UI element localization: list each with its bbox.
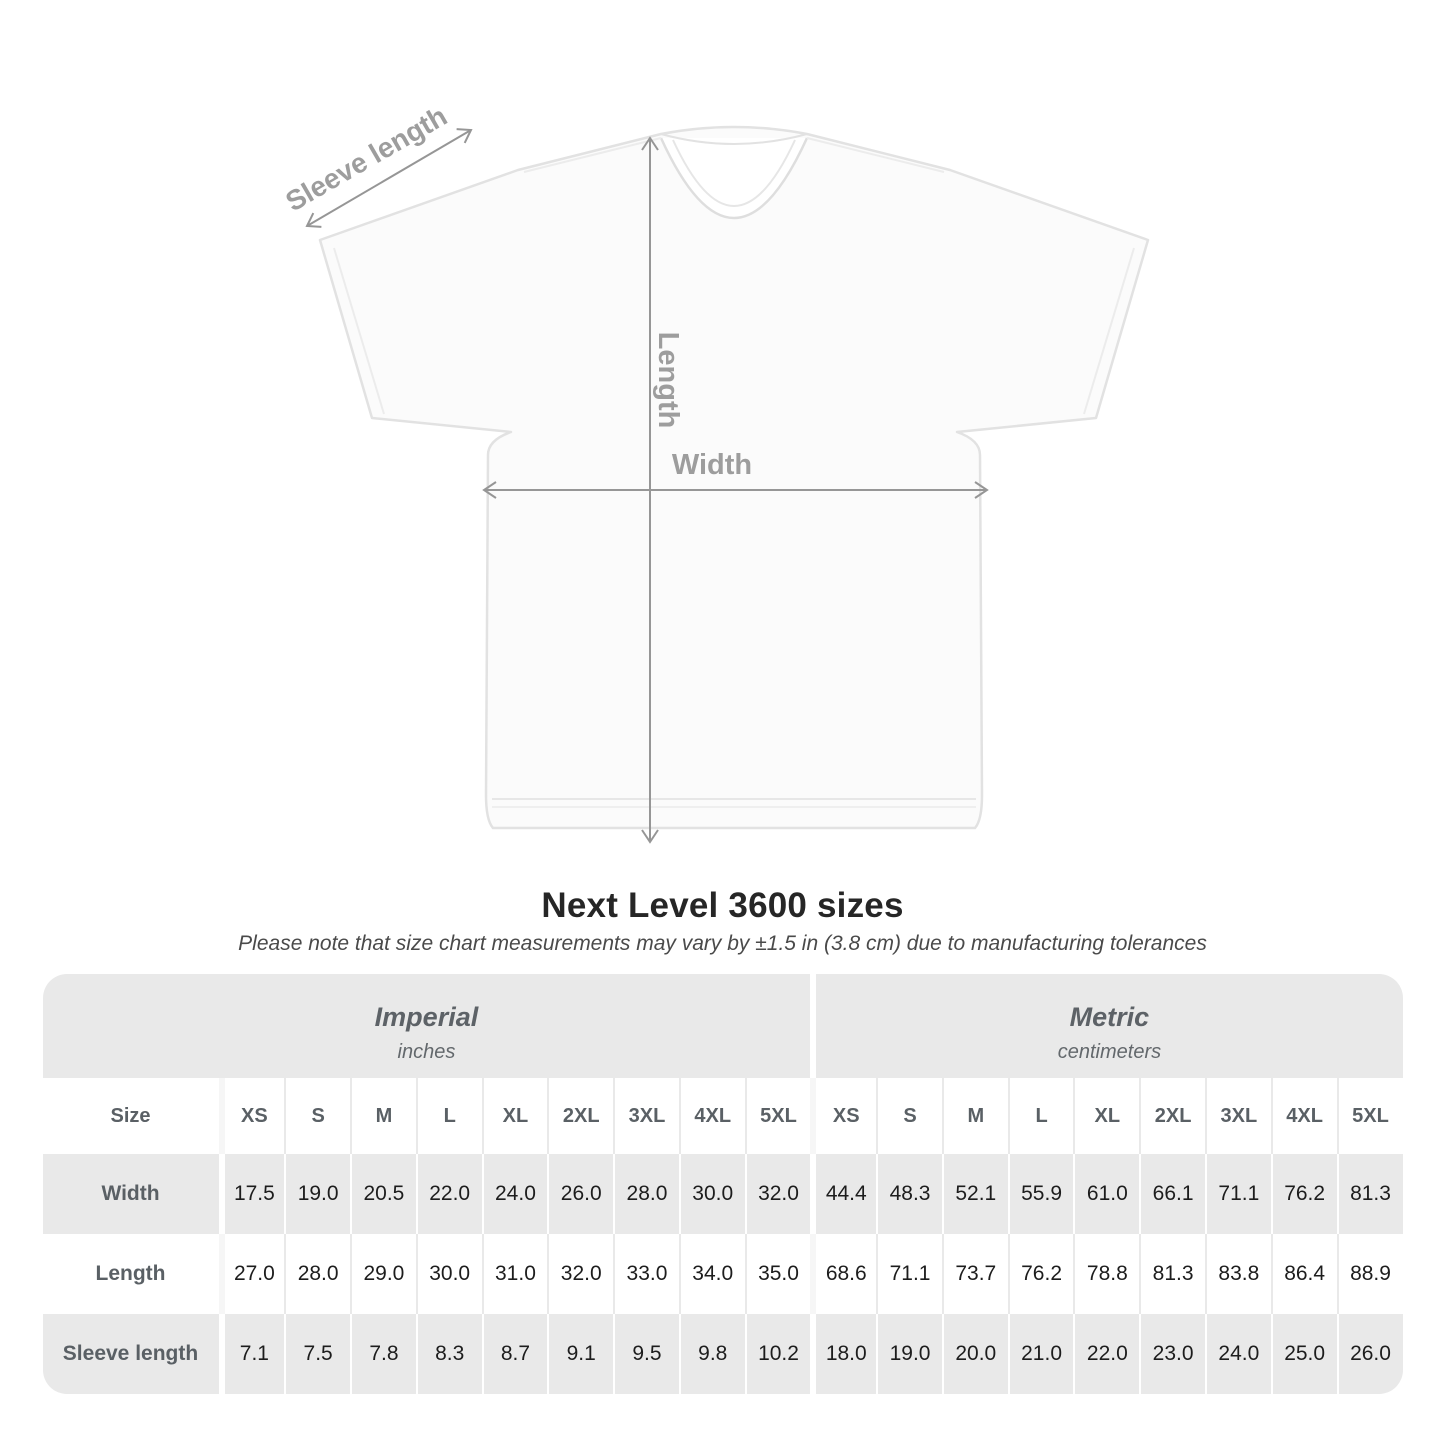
measure-value: 71.1 [876,1234,942,1314]
measure-value: 52.1 [942,1154,1008,1234]
measure-value: 22.0 [416,1154,482,1234]
measure-value: 31.0 [482,1234,548,1314]
size-header-s: S [876,1078,942,1154]
measure-value: 25.0 [1271,1314,1337,1394]
measure-value: 23.0 [1139,1314,1205,1394]
measure-value: 9.1 [547,1314,613,1394]
page-title: Next Level 3600 sizes [541,886,904,925]
size-header-4xl: 4XL [679,1078,745,1154]
measure-value: 9.5 [613,1314,679,1394]
measure-row [43,1154,1403,1234]
size-table-body [43,974,1403,1394]
measure-value: 68.6 [810,1234,876,1314]
measure-value: 35.0 [745,1234,811,1314]
measure-value: 61.0 [1073,1154,1139,1234]
size-header-row [43,1078,1403,1154]
unit-group-metric [810,974,1402,1078]
measure-value: 33.0 [613,1234,679,1314]
measure-value: 24.0 [1205,1314,1271,1394]
measure-row [43,1314,1403,1394]
measure-value: 81.3 [1337,1154,1403,1234]
unit-group-name: Imperial [374,1001,479,1032]
size-header-m: M [942,1078,1008,1154]
measure-value: 88.9 [1337,1234,1403,1314]
size-header-s: S [284,1078,350,1154]
measure-value: 44.4 [810,1154,876,1234]
measure-value: 29.0 [350,1234,416,1314]
measure-row [43,1234,1403,1314]
measure-value: 26.0 [1337,1314,1403,1394]
size-header-m: M [350,1078,416,1154]
measure-value: 10.2 [745,1314,811,1394]
measure-label: Length [43,1234,219,1314]
page-subtitle: Please note that size chart measurements may vary by ±1.5 in (3.8 cm) due to manufacturing tolerances [238,932,1207,955]
sleeve-length-label: Sleeve length [280,100,453,218]
measure-value: 30.0 [416,1234,482,1314]
measure-value: 7.8 [350,1314,416,1394]
measure-value: 71.1 [1205,1154,1271,1234]
measure-value: 76.2 [1271,1154,1337,1234]
unit-group-imperial [43,974,811,1078]
unit-group-unit: centimeters [1057,1041,1162,1064]
measure-value: 76.2 [1008,1234,1074,1314]
measure-value: 21.0 [1008,1314,1074,1394]
measure-value: 19.0 [284,1154,350,1234]
measure-value: 55.9 [1008,1154,1074,1234]
measure-value: 24.0 [482,1154,548,1234]
measure-value: 22.0 [1073,1314,1139,1394]
measure-value: 34.0 [679,1234,745,1314]
size-header-4xl: 4XL [1271,1078,1337,1154]
size-header-5xl: 5XL [745,1078,811,1154]
size-header-l: L [1008,1078,1074,1154]
size-header-xs: XS [810,1078,876,1154]
measure-value: 27.0 [219,1234,285,1314]
measure-value: 30.0 [679,1154,745,1234]
measure-label: Sleeve length [43,1314,219,1394]
measure-value: 48.3 [876,1154,942,1234]
measure-value: 20.5 [350,1154,416,1234]
measure-value: 78.8 [1073,1234,1139,1314]
measure-value: 66.1 [1139,1154,1205,1234]
measure-value: 28.0 [613,1154,679,1234]
size-header-2xl: 2XL [1139,1078,1205,1154]
measure-value: 32.0 [547,1234,613,1314]
measure-value: 86.4 [1271,1234,1337,1314]
measure-value: 32.0 [745,1154,811,1234]
size-header-l: L [416,1078,482,1154]
measure-value: 8.3 [416,1314,482,1394]
size-header-xl: XL [1073,1078,1139,1154]
size-header-3xl: 3XL [613,1078,679,1154]
size-header-3xl: 3XL [1205,1078,1271,1154]
measure-value: 19.0 [876,1314,942,1394]
measure-value: 26.0 [547,1154,613,1234]
measure-label: Width [43,1154,219,1234]
measure-value: 81.3 [1139,1234,1205,1314]
size-header-xl: XL [482,1078,548,1154]
length-label: Length [652,331,684,429]
measure-value: 28.0 [284,1234,350,1314]
measure-value: 7.1 [219,1314,285,1394]
measure-value: 20.0 [942,1314,1008,1394]
measure-value: 9.8 [679,1314,745,1394]
unit-band-row [43,974,1403,1078]
measure-value: 7.5 [284,1314,350,1394]
unit-group-name: Metric [1069,1001,1150,1032]
size-header-xs: XS [219,1078,285,1154]
measure-value: 8.7 [482,1314,548,1394]
size-header-5xl: 5XL [1337,1078,1403,1154]
measure-value: 17.5 [219,1154,285,1234]
unit-group-unit: inches [397,1041,456,1064]
measure-value: 73.7 [942,1234,1008,1314]
measure-value: 18.0 [810,1314,876,1394]
size-column-label: Size [43,1078,219,1154]
size-header-2xl: 2XL [547,1078,613,1154]
size-table [43,974,1403,1394]
measure-value: 83.8 [1205,1234,1271,1314]
width-label: Width [671,449,753,481]
